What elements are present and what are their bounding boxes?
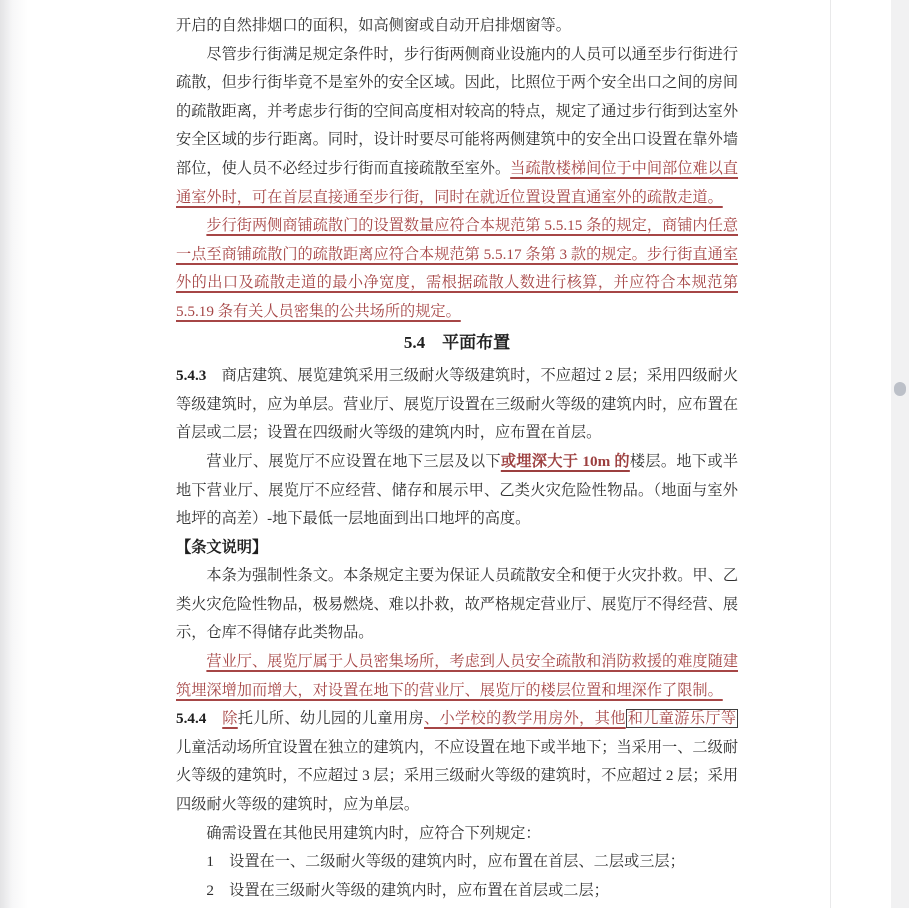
text-segment: 楼层。地下或半地下营业厅、展览厅不应经营、储存和展示甲、乙类火灾危险性物品。（地面与室外地坪的高差）-地下最低一层地面到出口地坪的高度。: [176, 452, 739, 528]
paragraph: [176, 648, 738, 705]
text-segment: 步行街两侧商铺疏散门的设置数量应符合本规范第 5.5.15 条的规定，商铺内任意一点至商铺疏散门的疏散距离应符合本规范第 5.5.17 条第 3 款的规定。步行街直通室外的出口及疏散走道的最小净宽度，需根据疏散人数进行核算，并应符合本规范第 5.5.19 条有关人员密集的公共场所的规定。: [176, 217, 738, 320]
text-segment: 2 设置在三级耐火等级的建筑内时，应布置在首层或二层；: [206, 881, 609, 899]
text-segment: 、小学校的教学用房外，其他: [424, 710, 626, 728]
document-body: [176, 12, 738, 905]
text-segment: 或埋深大于 10m 的: [500, 452, 630, 470]
section-heading: [176, 329, 738, 358]
scrollbar-track[interactable]: [891, 0, 909, 908]
paragraph: [176, 212, 738, 326]
paragraph: [176, 705, 738, 819]
paragraph: [176, 877, 738, 906]
text-segment: 本条为强制性条文。本条规定主要为保证人员疏散安全和便于火灾扑救。甲、乙类火灾危险性物品，极易燃烧、难以扑救，故严格规定营业厅、展览厅不得经营、展示，仓库不得储存此类物品。: [176, 567, 738, 642]
paragraph: [176, 41, 738, 213]
text-segment: 营业厅、展览厅属于人员密集场所，考虑到人员安全疏散和消防救援的难度随建筑埋深增加而增大，对设置在地下的营业厅、展览厅的楼层位置和埋深作了限制。: [176, 653, 738, 699]
text-segment: 1 设置在一、二级耐火等级的建筑内时，应布置在首层、二层或三层；: [206, 853, 685, 871]
text-segment: 除: [222, 710, 238, 728]
page-right-edge: [830, 0, 831, 908]
paragraph: [176, 448, 738, 534]
text-segment: 当疏散楼梯间位于中间部位难以直通室外时，可在首层直接通至步行街，同时在就近位置设置直通室外的疏散走道。: [176, 159, 739, 206]
text-segment: 5.4.3: [176, 367, 207, 385]
paragraph: [176, 362, 738, 448]
text-segment: [206, 710, 222, 727]
text-segment: 商店建筑、展览建筑采用三级耐火等级建筑时，不应超过 2 层；采用四级耐火等级建筑时，应为单层。营业厅、展览厅设置在三级耐火等级的建筑内时，应布置在首层或二层；设置在四级耐火等级的建筑内时，应布置在首层。: [176, 367, 738, 442]
paragraph: [176, 848, 738, 877]
text-segment: 5.4.4: [176, 710, 207, 728]
paragraph: [176, 562, 738, 648]
text-segment: 营业厅、展览厅不应设置在地下三层及以下: [206, 452, 501, 470]
text-segment: 5.4 平面布置: [403, 332, 511, 352]
paragraph: [176, 534, 738, 563]
text-segment: 尽管步行街满足规定条件时，步行街两侧商业设施内的人员可以通至步行街进行疏散，但步行街毕竟不是室外的安全区域。因此，比照位于两个安全出口之间的房间的疏散距离，并考虑步行街的空间高度相对较高的特点，规定了通过步行街到达室外安全区域的步行距离。同时，设计时要尽可能将两侧建筑中的安全出口设置在靠外墙部位，使人员不必经过步行街而直接疏散至室外。: [176, 45, 738, 177]
paragraph: [176, 820, 738, 849]
paragraph: [176, 12, 738, 41]
text-segment: 托儿所、幼儿园的儿童用房: [237, 710, 424, 728]
page-edge-shadow: [0, 0, 28, 908]
text-segment: 儿童活动场所宜设置在独立的建筑内，不应设置在地下或半地下；当采用一、二级耐火等级的建筑时，不应超过 3 层；采用三级耐火等级的建筑时，不应超过 2 层；采用四级耐火等级的建筑时，应为单层。: [176, 738, 738, 814]
scrollbar-thumb[interactable]: [894, 382, 906, 396]
text-segment: 开启的自然排烟口的面积，如高侧窗或自动开启排烟窗等。: [176, 17, 571, 34]
text-segment: 和儿童游乐厅等: [627, 710, 737, 728]
text-segment: 【条文说明】: [176, 538, 268, 556]
text-segment: 确需设置在其他民用建筑内时，应符合下列规定：: [206, 824, 541, 842]
